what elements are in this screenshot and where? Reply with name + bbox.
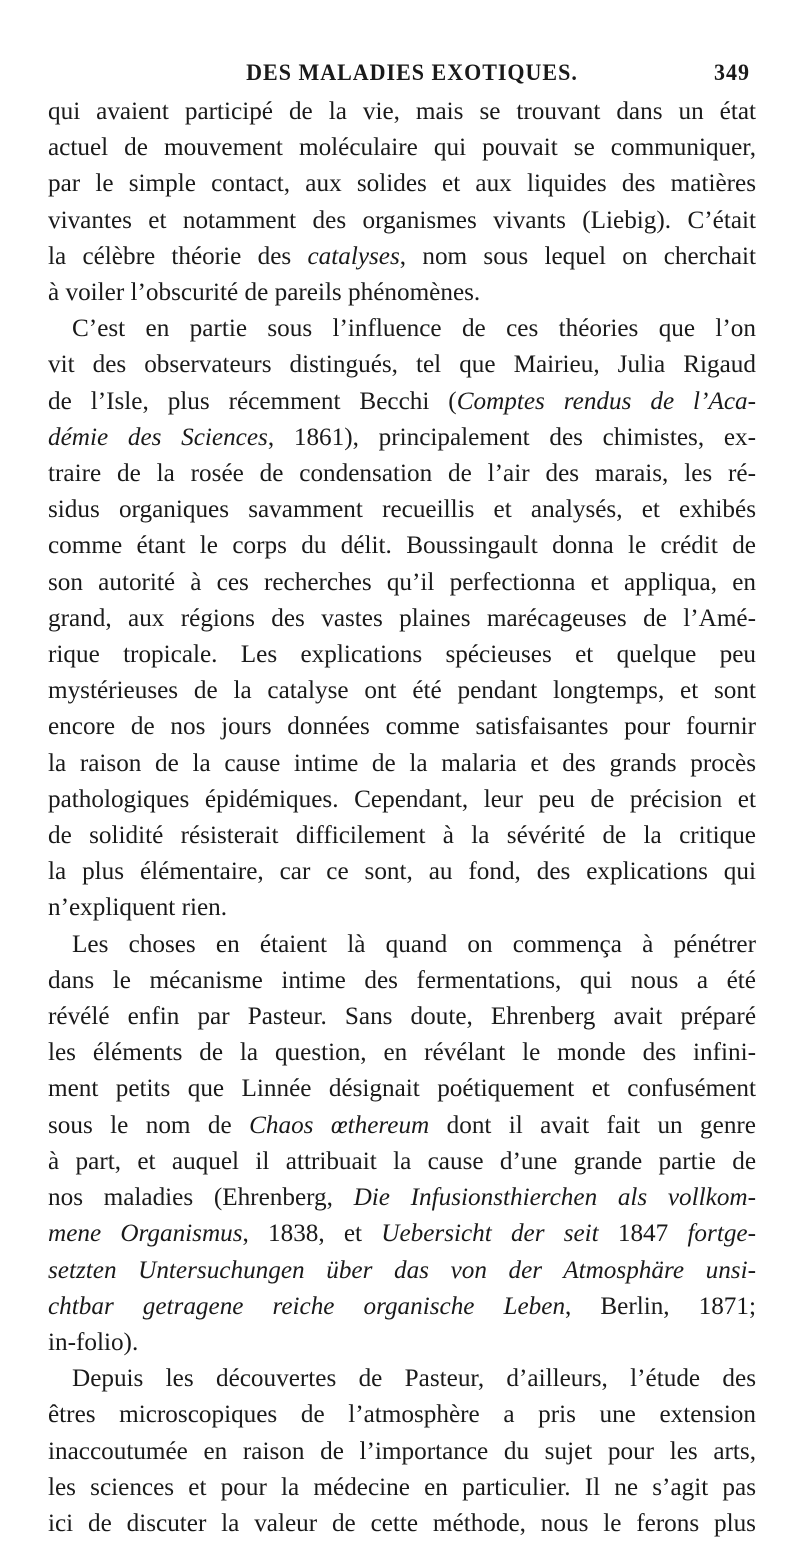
text-line: encore de nos jours données comme satisfaisantes pour fournir [48, 713, 756, 741]
text-line: nos maladies (Ehrenberg, Die Infusionsthierchen als vollkom- [48, 1184, 756, 1212]
text-line: rique tropicale. Les explications spécieuses et quelque peu [48, 641, 756, 669]
text-line: qui avaient participé de la vie, mais se trouvant dans un état [48, 98, 756, 125]
text-line: les éléments de la question, en révélant le monde des infini- [48, 1039, 756, 1067]
text-line: la plus élémentaire, car ce sont, au fond, des explications qui [48, 858, 756, 886]
text-line: êtres microscopiques de l’atmosphère a pris une extension [48, 1401, 756, 1429]
text-line: comme étant le corps du délit. Boussingault donna le crédit de [48, 532, 756, 560]
running-title: DES MALADIES EXOTIQUES. [246, 59, 578, 86]
text-line: chtbar getragene reiche organische Leben, Berlin, 1871; [48, 1292, 756, 1320]
text-line: vivantes et notamment des organismes vivants (Liebig). C’était [48, 206, 756, 234]
text-line: à part, et auquel il attribuait la cause d’une grande partie de [48, 1147, 756, 1175]
body-text [48, 94, 756, 1542]
text-line: setzten Untersuchungen über das von der Atmosphäre unsi- [48, 1256, 756, 1284]
text-line: démie des Sciences, 1861), principalement des chimistes, ex- [48, 423, 756, 451]
text-line: n’expliquent rien. [48, 894, 228, 922]
text-line: révélé enfin par Pasteur. Sans doute, Ehrenberg avait préparé [48, 1003, 756, 1031]
text-line: son autorité à ces recherches qu’il perfectionna et appliqua, en [48, 568, 756, 596]
paragraph-2 [48, 311, 756, 926]
text-line: les sciences et pour la médecine en particulier. Il ne s’agit pas [48, 1473, 756, 1501]
text-line: traire de la rosée de condensation de l’air des marais, les ré- [48, 460, 756, 488]
text-line: par le simple contact, aux solides et aux liquides des matières [48, 170, 756, 198]
book-page [48, 60, 756, 1542]
text-line: mystérieuses de la catalyse ont été pendant longtemps, et sont [48, 677, 756, 705]
text-line: de l’Isle, plus récemment Becchi (Comptes rendus de l’Aca- [48, 387, 756, 415]
text-line: de solidité résisterait difficilement à la sévérité de la critique [48, 822, 756, 850]
running-header [48, 59, 756, 95]
text-line: actuel de mouvement moléculaire qui pouvait se communiquer, [48, 134, 756, 162]
text-line: pathologiques épidémiques. Cependant, leur peu de précision et [48, 785, 756, 813]
paragraph-1 [48, 94, 756, 311]
text-line: à voiler l’obscurité de pareils phénomènes. [48, 279, 481, 307]
text-line: dans le mécanisme intime des fermentations, qui nous a été [48, 966, 756, 994]
text-line: inaccoutumée en raison de l’importance du sujet pour les arts, [48, 1437, 756, 1465]
text-line: la raison de la cause intime de la malaria et des grands procès [48, 749, 756, 777]
text-line: ici de discuter la valeur de cette méthode, nous le ferons plus [48, 1509, 756, 1537]
text-line: la célèbre théorie des catalyses, nom sous lequel on cherchait [48, 242, 756, 270]
text-line: C’est en partie sous l’influence de ces théories que l’on [72, 315, 756, 343]
text-line: in-folio). [48, 1328, 139, 1356]
text-line: sidus organiques savamment recueillis et analysés, et exhibés [48, 496, 756, 524]
page-number: 349 [714, 59, 750, 86]
text-line: Les choses en étaient là quand on commença à pénétrer [72, 930, 756, 958]
text-line: sous le nom de Chaos œthereum dont il avait fait un genre [48, 1111, 756, 1139]
text-line: ment petits que Linnée désignait poétiquement et confusément [48, 1075, 756, 1103]
text-line: mene Organismus, 1838, et Uebersicht der seit 1847 fortge- [48, 1220, 756, 1248]
text-line: grand, aux régions des vastes plaines marécageuses de l’Amé- [48, 604, 756, 632]
paragraph-3 [48, 927, 756, 1361]
paragraph-4 [48, 1361, 756, 1542]
text-line: vit des observateurs distingués, tel que Mairieu, Julia Rigaud [48, 351, 756, 379]
text-line: Depuis les découvertes de Pasteur, d’ailleurs, l’étude des [72, 1365, 756, 1393]
